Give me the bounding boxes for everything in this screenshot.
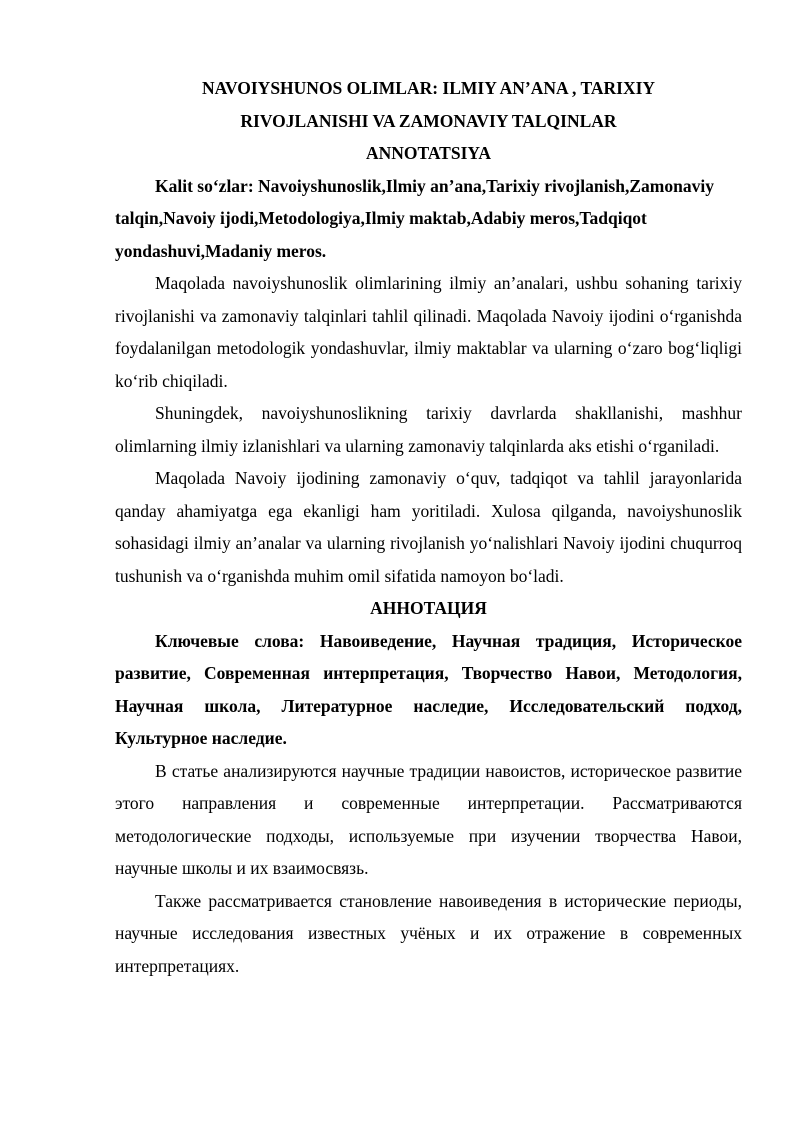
uz-paragraph-1: Maqolada navoiyshunoslik olimlarining ilmiy an’analari, ushbu sohaning tarixiy rivojlanishi va zamonaviy talqinlari tahlil qilinadi. Maqolada Navoiy ijodini o‘rganishda foydalanilgan metodologik yondashuvlar, ilmiy maktablar va ularning o‘zaro bog‘liqligi ko‘rib chiqiladi. [115,273,742,391]
uz-annotation-heading: ANNOTATSIYA [365,143,492,163]
uz-paragraph-3: Maqolada Navoiy ijodining zamonaviy o‘quv, tadqiqot va tahlil jarayonlarida qanday ahamiyatga ega ekanligi ham yoritiladi. Xulosa qilganda, navoiyshunoslik sohasidagi ilmiy an’analar va ularning rivojlanish yo‘nalishlari Navoiy ijodini chuqurroq tushunish va o‘rganishda muhim omil sifatida namoyon bo‘ladi. [115,468,742,586]
uz-keywords: Kalit so‘zlar: Navoiyshunoslik,Ilmiy an’ana,Tarixiy rivojlanish,Zamonaviy talqin,Navoiy ijodi,Metodologiya,Ilmiy maktab,Adabiy meros,Tadqiqot yondashuvi,Madaniy meros. [115,175,714,261]
article-title [115,72,742,137]
document-page [115,72,742,982]
ru-annotation-heading: АННОТАЦИЯ [370,598,487,618]
title-line-2: RIVOJLANISHI VA ZAMONAVIY TALQINLAR [240,110,617,131]
ru-keywords: Ключевые слова: Навоиведение, Научная традиция, Историческое развитие, Современная интерпретация, Творчество Навои, Методология, Научная школа, Литературное наследие, Исследовательский подход, Культурное наследие. [115,630,742,748]
ru-paragraph-2: Также рассматривается становление навоиведения в исторические периоды, научные исследования известных учёных и их отражение в современных интерпретациях. [115,890,742,976]
uz-paragraph-2: Shuningdek, navoiyshunoslikning tarixiy davrlarda shakllanishi, mashhur olimlarning ilmiy izlanishlari va ularning zamonaviy talqinlarda aks etishi o‘rganiladi. [115,403,742,456]
ru-paragraph-1: В статье анализируются научные традиции навоистов, историческое развитие этого направления и современные интерпретации. Рассматриваются методологические подходы, используемые при изучении творчества Навои, научные школы и их взаимосвязь. [115,760,742,878]
title-line-1: NAVOIYSHUNOS OLIMLAR: ILMIY AN’ANA , TARIXIY [201,78,656,98]
